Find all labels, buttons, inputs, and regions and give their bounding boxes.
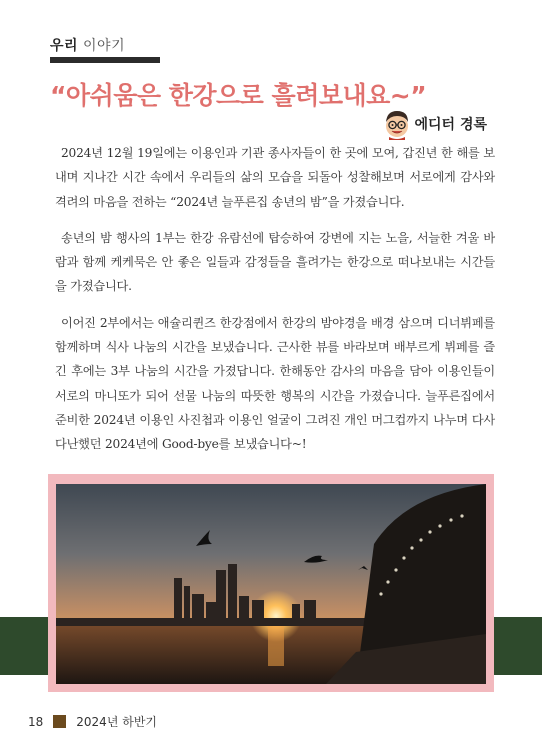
section-underline [50, 57, 160, 63]
footer-square-icon [53, 715, 66, 728]
page-number: 18 [28, 714, 44, 729]
article-headline: “아쉬움은 한강으로 흘려보내요~” [50, 81, 427, 110]
han-river-sunset-photo [56, 484, 486, 684]
editor-name: 에디터 경록 [414, 117, 487, 133]
issue-label: 2024년 하반기 [76, 715, 158, 729]
photo-frame [48, 474, 494, 692]
section-label-strong: 우리 [50, 38, 79, 54]
section-label-light: 이야기 [83, 38, 126, 54]
article-body [55, 141, 495, 469]
article-paragraph: 송년의 밤 행사의 1부는 한강 유람선에 탑승하여 강변에 지는 노을, 서늘한 겨울 바람과 함께 케케묵은 안 좋은 일들과 감정들을 흘려가는 한강으로 떠나보내는 시간들을 가졌습니다. [55, 230, 495, 294]
editor-byline [381, 108, 488, 140]
article-paragraph: 2024년 12월 19일에는 이용인과 기관 종사자들이 한 곳에 모여, 갑진년 한 해를 보내며 지나간 시간 속에서 우리들의 삶의 모습을 되돌아 성찰해보며 서로에게 감사와 격려의 마음을 전하는 “2024년 늘푸른집 송년의 밤”을 가졌습니다. [55, 146, 495, 209]
page-footer [28, 713, 157, 730]
section-label [50, 35, 125, 55]
cartoon-avatar-with-glasses-icon [381, 108, 413, 140]
article-paragraph: 이어진 2부에서는 애슐리퀸즈 한강점에서 한강의 밤야경을 배경 삼으며 디너뷔페를 함께하며 식사 나눔의 시간을 보냈습니다. 근사한 뷰를 바라보며 배부르게 뷔페를 즐긴 후에는 3부 나눔의 시간을 가졌답니다. 한해동안 감사의 마음을 담아 이용인들이 서로의 마니또가 되어 선물 나눔의 따뜻한 행복의 시간을 가졌습니다. 늘푸른집에서 준비한 2024년 이용인 사진첩과 이용인 얼굴이 그려진 개인 머그컵까지 나누며 다사다난했던 2024년에 Good-bye를 보냈습니다~! [55, 315, 495, 452]
